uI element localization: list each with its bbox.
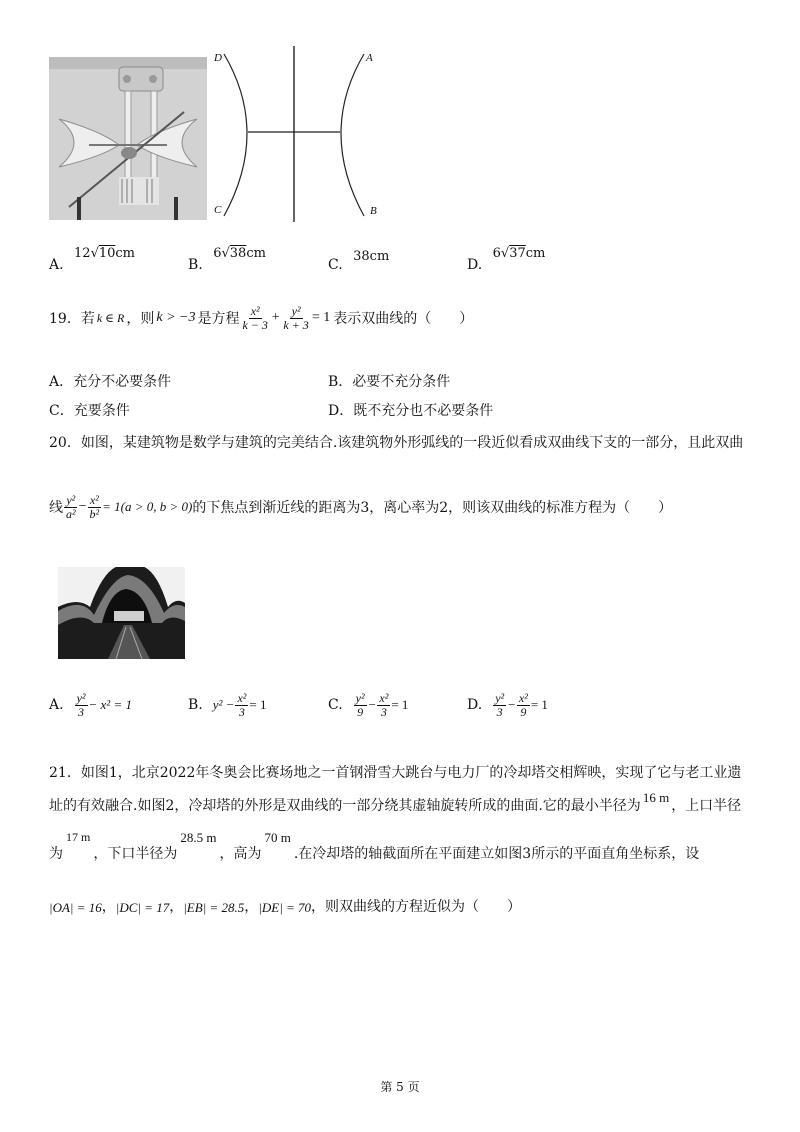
building-photo <box>58 567 185 659</box>
label-B: B <box>370 205 377 217</box>
q20-option-c[interactable]: C. $\frac{\text{y²}}{9}$ − $\frac{\text{x²}}{3}$ = 1 <box>328 690 409 719</box>
q21-stem-line4: |OA| = 16 ， |DC| = 17 ， |EB| = 28.5 ， |DE| = 70 ，则双曲线的方程近似为（ ） <box>49 899 522 915</box>
label-D: D <box>214 52 222 64</box>
q19-option-c[interactable]: C．充要条件 <box>49 403 130 419</box>
q18-option-d[interactable]: D. 6√37cm <box>467 246 546 273</box>
q19-option-b[interactable]: B．必要不充分条件 <box>328 374 451 390</box>
q21-stem-line3: 为 17 m ，下口半径为 28.5 m ，高为 70 m .在冷却塔的轴截面所在平面建立如图3所示的平面直角坐标系，设 <box>49 830 700 862</box>
q20-option-a[interactable]: A. $\frac{\text{y²}}{3}$ − x² = 1 <box>49 690 132 719</box>
caliper-photo <box>49 57 207 220</box>
q20-option-d[interactable]: D. $\frac{\text{y²}}{3}$ − $\frac{\text{x²}}{9}$ = 1 <box>467 690 548 719</box>
label-C: C <box>214 204 222 216</box>
q18-option-c[interactable]: C. 38cm <box>328 249 390 273</box>
q18-option-a[interactable]: A. 12√10cm <box>49 246 136 273</box>
q19-stem: 19． 若 k ∈ R ，则 k > −3 是方程 $\frac{\text{x²}}{k - 3}$ + $\frac{\text{y²}}{k + 3}$ = 1 表示双曲线的（ ） <box>49 303 474 332</box>
q21-stem-line2: 址的有效融合.如图2，冷却塔的外形是双曲线的一部分绕其虚轴旋转所成的曲面.它的最小半径为 16 m ，上口半径 <box>49 790 742 814</box>
q20-stem-line2: 线 $\frac{\text{y²}}{\text{a²}}$ − $\frac{\text{x²}}{\text{b²}}$ = 1(a > 0, b > 0) 的下焦点到渐近线的距离为3，离心率为2，则该双曲线的标准方程为（ ） <box>49 492 673 521</box>
q19-option-a[interactable]: A．充分不必要条件 <box>49 374 172 390</box>
q21-stem-line1: 21．如图1，北京2022年冬奥会比赛场地之一首钢滑雪大跳台与电力厂的冷却塔交相辉映，实现了它与老工业遗 <box>49 765 742 781</box>
q20-stem-line1: 20．如图，某建筑物是数学与建筑的完美结合.该建筑物外形弧线的一段近似看成双曲线下支的一部分，且此双曲 <box>49 435 744 451</box>
q19-option-d[interactable]: D．既不充分也不必要条件 <box>328 403 494 419</box>
q18-option-b[interactable]: B. 6√38cm <box>188 246 266 273</box>
hyperbola-diagram <box>210 44 390 224</box>
page-number: 第 5 页 <box>380 1080 420 1094</box>
q20-option-b[interactable]: B. y² − $\frac{\text{x²}}{3}$ = 1 <box>188 690 267 719</box>
label-A: A <box>366 52 373 64</box>
